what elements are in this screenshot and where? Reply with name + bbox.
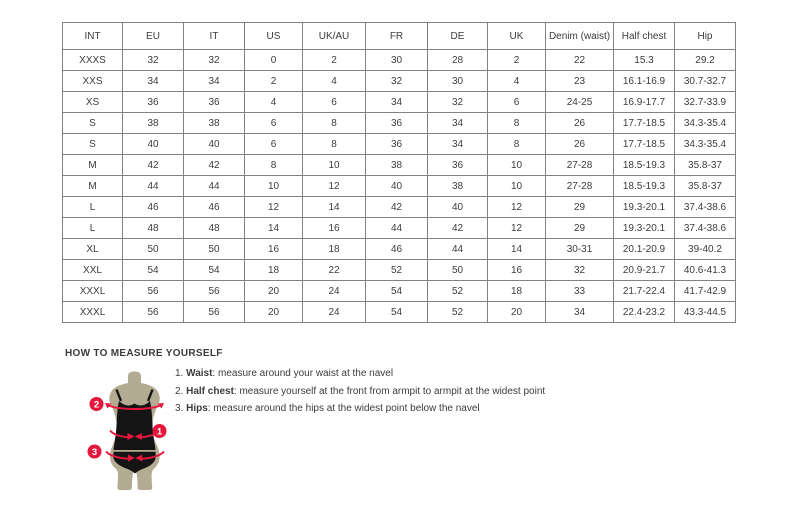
table-cell: 36 bbox=[428, 155, 488, 176]
table-cell: XL bbox=[63, 239, 123, 260]
table-cell: M bbox=[63, 176, 123, 197]
instruction-text: : measure around the hips at the widest point below the navel bbox=[207, 403, 480, 415]
table-cell: 18.5-19.3 bbox=[614, 155, 675, 176]
table-cell: 42 bbox=[123, 155, 184, 176]
table-cell: 34 bbox=[366, 92, 428, 113]
table-cell: 6 bbox=[245, 134, 303, 155]
table-cell: L bbox=[63, 197, 123, 218]
table-cell: 18 bbox=[303, 239, 366, 260]
table-cell: 54 bbox=[123, 260, 184, 281]
table-cell: 4 bbox=[245, 92, 303, 113]
table-cell: 22 bbox=[303, 260, 366, 281]
table-cell: 37.4-38.6 bbox=[675, 197, 736, 218]
table-cell: 6 bbox=[488, 92, 546, 113]
table-cell: 42 bbox=[428, 218, 488, 239]
table-cell: 10 bbox=[245, 176, 303, 197]
table-cell: 30-31 bbox=[546, 239, 614, 260]
table-row bbox=[63, 260, 736, 281]
table-cell: 6 bbox=[245, 113, 303, 134]
table-cell: 12 bbox=[488, 218, 546, 239]
table-cell: 15.3 bbox=[614, 50, 675, 71]
table-cell: 56 bbox=[184, 281, 245, 302]
table-cell: 4 bbox=[303, 71, 366, 92]
table-cell: 30.7-32.7 bbox=[675, 71, 736, 92]
table-cell: 19.3-20.1 bbox=[614, 218, 675, 239]
table-cell: 40 bbox=[366, 176, 428, 197]
table-cell: XXXL bbox=[63, 302, 123, 323]
table-cell: 34.3-35.4 bbox=[675, 113, 736, 134]
table-cell: 21.7-22.4 bbox=[614, 281, 675, 302]
table-cell: 50 bbox=[123, 239, 184, 260]
table-cell: 30 bbox=[428, 71, 488, 92]
instruction-term: Waist bbox=[186, 368, 213, 379]
table-cell: 56 bbox=[123, 302, 184, 323]
table-cell: 32 bbox=[428, 92, 488, 113]
table-cell: 56 bbox=[184, 302, 245, 323]
table-cell: L bbox=[63, 218, 123, 239]
column-header: US bbox=[245, 23, 303, 50]
table-cell: 6 bbox=[303, 92, 366, 113]
table-cell: 4 bbox=[488, 71, 546, 92]
table-cell: 22 bbox=[546, 50, 614, 71]
table-cell: 2 bbox=[303, 50, 366, 71]
table-cell: 0 bbox=[245, 50, 303, 71]
table-cell: 36 bbox=[366, 113, 428, 134]
table-cell: XXL bbox=[63, 260, 123, 281]
table-cell: 2 bbox=[488, 50, 546, 71]
measure-heading: HOW TO MEASURE YOURSELF bbox=[65, 348, 223, 359]
badge-half-chest-number: 2 bbox=[93, 399, 100, 411]
column-header: DE bbox=[428, 23, 488, 50]
table-cell: 27-28 bbox=[546, 155, 614, 176]
table-cell: 30 bbox=[366, 50, 428, 71]
measure-instruction bbox=[175, 383, 545, 401]
table-cell: 20 bbox=[488, 302, 546, 323]
table-cell: 8 bbox=[488, 113, 546, 134]
table-cell: 54 bbox=[366, 302, 428, 323]
table-row bbox=[63, 302, 736, 323]
table-cell: 44 bbox=[428, 239, 488, 260]
instruction-number: 1. bbox=[175, 368, 187, 379]
column-header: EU bbox=[123, 23, 184, 50]
column-header: IT bbox=[184, 23, 245, 50]
table-cell: 36 bbox=[123, 92, 184, 113]
table-cell: 41.7-42.9 bbox=[675, 281, 736, 302]
table-cell: 26 bbox=[546, 134, 614, 155]
table-cell: 14 bbox=[488, 239, 546, 260]
table-row bbox=[63, 92, 736, 113]
size-chart-table bbox=[62, 22, 736, 323]
table-cell: 42 bbox=[366, 197, 428, 218]
table-cell: 14 bbox=[245, 218, 303, 239]
table-row bbox=[63, 50, 736, 71]
table-cell: 36 bbox=[366, 134, 428, 155]
table-cell: 50 bbox=[184, 239, 245, 260]
table-cell: 33 bbox=[546, 281, 614, 302]
instruction-number: 3. bbox=[175, 403, 187, 415]
table-cell: 40.6-41.3 bbox=[675, 260, 736, 281]
column-header: UK/AU bbox=[303, 23, 366, 50]
instruction-term: Half chest bbox=[186, 385, 234, 397]
table-cell: 34.3-35.4 bbox=[675, 134, 736, 155]
table-cell: 35.8-37 bbox=[675, 176, 736, 197]
table-cell: 16 bbox=[303, 218, 366, 239]
table-cell: 10 bbox=[303, 155, 366, 176]
table-cell: 22.4-23.2 bbox=[614, 302, 675, 323]
table-cell: 20.1-20.9 bbox=[614, 239, 675, 260]
table-cell: 19.3-20.1 bbox=[614, 197, 675, 218]
table-cell: 39-40.2 bbox=[675, 239, 736, 260]
table-cell: 40 bbox=[428, 197, 488, 218]
table-cell: 8 bbox=[303, 113, 366, 134]
badge-waist bbox=[153, 424, 167, 438]
table-cell: 17.7-18.5 bbox=[614, 113, 675, 134]
table-cell: 17.7-18.5 bbox=[614, 134, 675, 155]
instruction-text: : measure around your waist at the navel bbox=[212, 368, 394, 379]
table-cell: 32 bbox=[366, 71, 428, 92]
badge-waist-number: 1 bbox=[156, 426, 163, 438]
table-cell: 2 bbox=[245, 71, 303, 92]
table-cell: 32 bbox=[546, 260, 614, 281]
table-row bbox=[63, 197, 736, 218]
table-cell: 10 bbox=[488, 155, 546, 176]
table-cell: 40 bbox=[123, 134, 184, 155]
table-cell: 44 bbox=[123, 176, 184, 197]
table-cell: 32 bbox=[123, 50, 184, 71]
table-cell: 37.4-38.6 bbox=[675, 218, 736, 239]
table-row bbox=[63, 134, 736, 155]
table-cell: 34 bbox=[546, 302, 614, 323]
table-cell: 8 bbox=[303, 134, 366, 155]
measure-instructions bbox=[175, 365, 545, 418]
table-cell: XXS bbox=[63, 71, 123, 92]
table-cell: 24 bbox=[303, 302, 366, 323]
table-cell: 46 bbox=[123, 197, 184, 218]
table-cell: 35.8-37 bbox=[675, 155, 736, 176]
table-cell: S bbox=[63, 113, 123, 134]
column-header: Half chest bbox=[614, 23, 675, 50]
badge-hips-number: 3 bbox=[91, 446, 98, 458]
table-cell: 38 bbox=[184, 113, 245, 134]
table-cell: 18.5-19.3 bbox=[614, 176, 675, 197]
column-header: FR bbox=[366, 23, 428, 50]
table-cell: 52 bbox=[428, 302, 488, 323]
table-cell: 43.3-44.5 bbox=[675, 302, 736, 323]
table-cell: 10 bbox=[488, 176, 546, 197]
table-cell: 48 bbox=[184, 218, 245, 239]
table-row bbox=[63, 218, 736, 239]
instruction-number: 2. bbox=[175, 385, 187, 397]
table-cell: 32 bbox=[184, 50, 245, 71]
table-cell: 16 bbox=[245, 239, 303, 260]
table-cell: 8 bbox=[245, 155, 303, 176]
table-cell: 23 bbox=[546, 71, 614, 92]
table-cell: 12 bbox=[303, 176, 366, 197]
table-cell: 34 bbox=[428, 134, 488, 155]
table-cell: 36 bbox=[184, 92, 245, 113]
table-cell: 8 bbox=[488, 134, 546, 155]
table-cell: 48 bbox=[123, 218, 184, 239]
table-cell: 20 bbox=[245, 302, 303, 323]
table-cell: 14 bbox=[303, 197, 366, 218]
instruction-term: Hips bbox=[186, 403, 208, 415]
table-cell: 12 bbox=[245, 197, 303, 218]
table-cell: 42 bbox=[184, 155, 245, 176]
column-header: Hip bbox=[675, 23, 736, 50]
table-cell: 20 bbox=[245, 281, 303, 302]
table-cell: 16.9-17.7 bbox=[614, 92, 675, 113]
table-cell: 18 bbox=[488, 281, 546, 302]
table-cell: 16 bbox=[488, 260, 546, 281]
table-cell: XXXL bbox=[63, 281, 123, 302]
table-cell: 29.2 bbox=[675, 50, 736, 71]
badge-half-chest bbox=[90, 397, 104, 411]
table-cell: 29 bbox=[546, 197, 614, 218]
table-cell: 56 bbox=[123, 281, 184, 302]
table-cell: 32.7-33.9 bbox=[675, 92, 736, 113]
measure-instruction bbox=[175, 365, 545, 383]
table-cell: 20.9-21.7 bbox=[614, 260, 675, 281]
badge-hips bbox=[88, 445, 102, 459]
table-cell: 44 bbox=[366, 218, 428, 239]
table-cell: 34 bbox=[184, 71, 245, 92]
table-cell: 38 bbox=[428, 176, 488, 197]
table-cell: 54 bbox=[366, 281, 428, 302]
table-row bbox=[63, 71, 736, 92]
measure-instruction bbox=[175, 400, 545, 418]
table-cell: 12 bbox=[488, 197, 546, 218]
table-cell: 18 bbox=[245, 260, 303, 281]
table-cell: 24 bbox=[303, 281, 366, 302]
table-cell: 29 bbox=[546, 218, 614, 239]
table-cell: XXXS bbox=[63, 50, 123, 71]
table-cell: 54 bbox=[184, 260, 245, 281]
table-row bbox=[63, 281, 736, 302]
table-row bbox=[63, 155, 736, 176]
table-cell: 50 bbox=[428, 260, 488, 281]
size-chart-body bbox=[63, 50, 736, 323]
mannequin-illustration-svg bbox=[82, 370, 187, 502]
table-cell: 24-25 bbox=[546, 92, 614, 113]
size-chart-header-row bbox=[63, 23, 736, 50]
table-cell: 34 bbox=[428, 113, 488, 134]
table-cell: 34 bbox=[123, 71, 184, 92]
table-row bbox=[63, 239, 736, 260]
column-header: UK bbox=[488, 23, 546, 50]
table-cell: 26 bbox=[546, 113, 614, 134]
table-cell: 28 bbox=[428, 50, 488, 71]
table-cell: 27-28 bbox=[546, 176, 614, 197]
column-header: INT bbox=[63, 23, 123, 50]
column-header: Denim (waist) bbox=[546, 23, 614, 50]
table-cell: 46 bbox=[366, 239, 428, 260]
table-cell: 38 bbox=[366, 155, 428, 176]
table-row bbox=[63, 113, 736, 134]
table-cell: 52 bbox=[428, 281, 488, 302]
table-cell: XS bbox=[63, 92, 123, 113]
table-row bbox=[63, 176, 736, 197]
table-cell: 38 bbox=[123, 113, 184, 134]
table-cell: 46 bbox=[184, 197, 245, 218]
table-cell: M bbox=[63, 155, 123, 176]
table-cell: 40 bbox=[184, 134, 245, 155]
table-cell: S bbox=[63, 134, 123, 155]
table-cell: 16.1-16.9 bbox=[614, 71, 675, 92]
instruction-text: : measure yourself at the front from armpit to armpit at the widest point bbox=[233, 385, 546, 397]
table-cell: 52 bbox=[366, 260, 428, 281]
measurement-figure bbox=[82, 370, 187, 502]
mannequin-neck bbox=[128, 372, 141, 386]
table-cell: 44 bbox=[184, 176, 245, 197]
